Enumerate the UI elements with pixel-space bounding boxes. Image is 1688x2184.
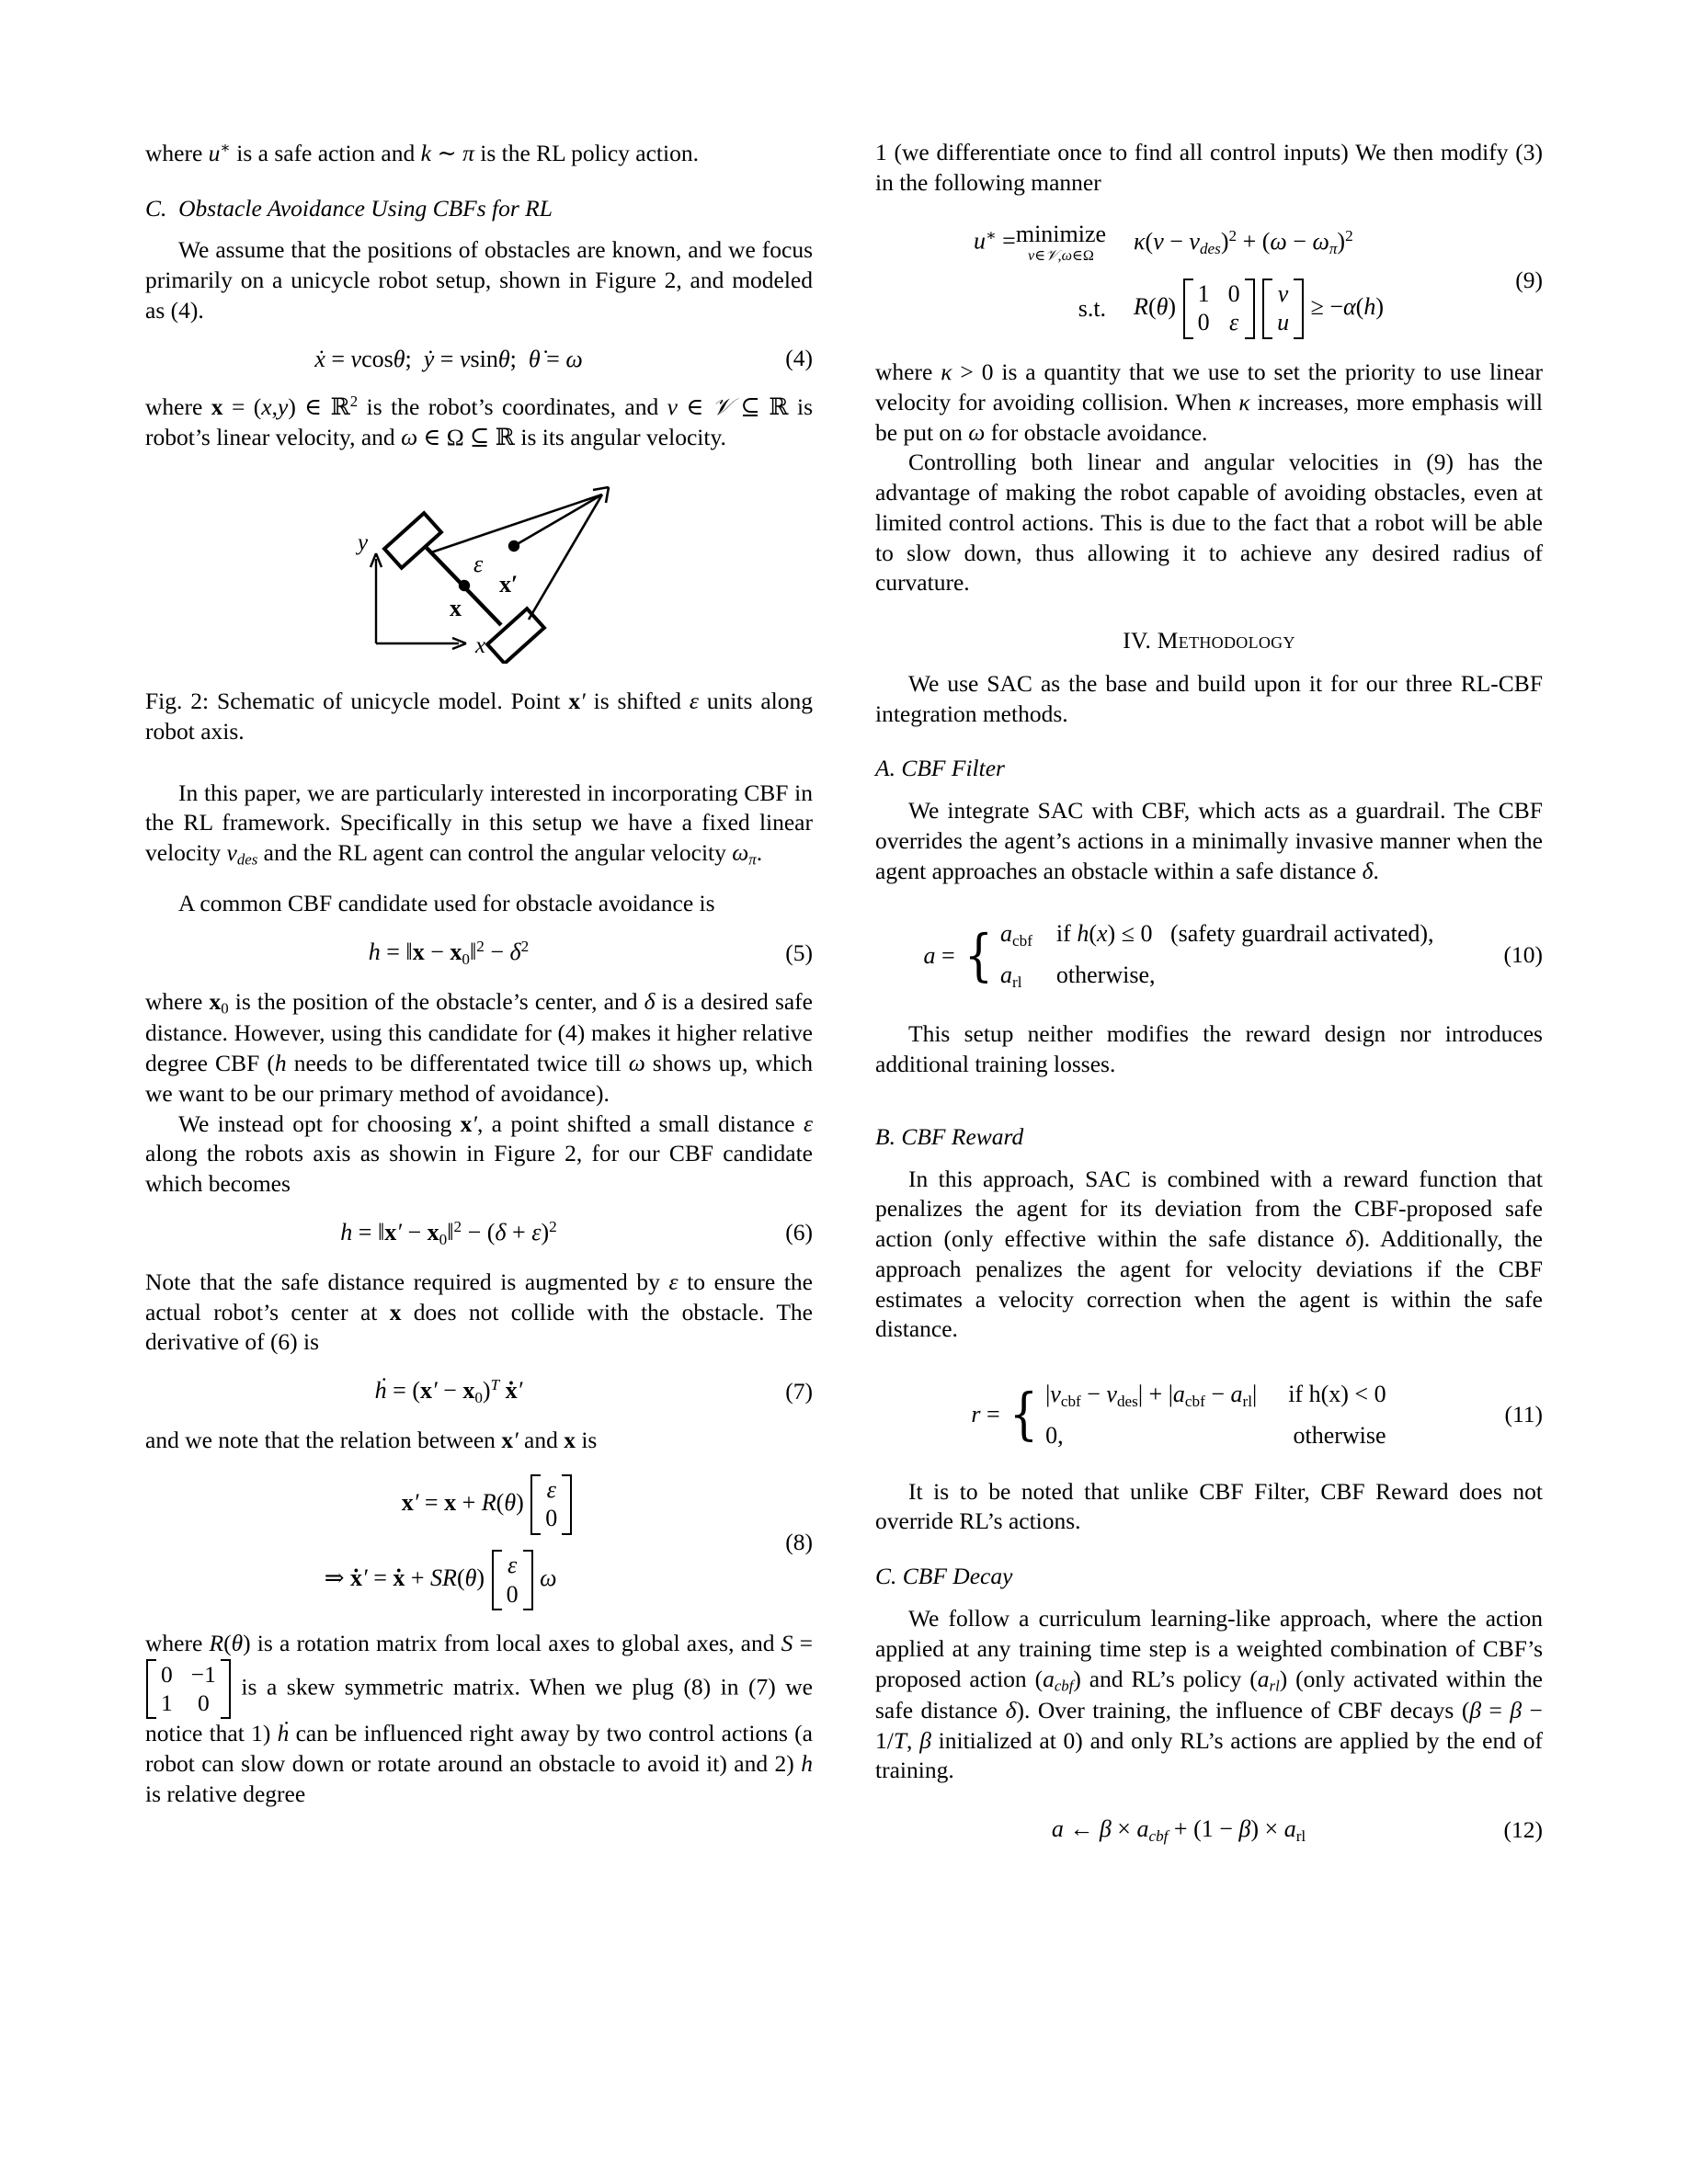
para-cbf-decay-body: We follow a curriculum learning-like approach, where the action applied at any training time step is a weighted combination of CBF’s proposed action $(a_{cbf})$ and RL’s policy $(a_{rl})$ (only activated within the safe distance δ). Over training, the influence of CBF decays (β = β − 1/T, β initialized at 0) and only RL’s actions are applied by the end of training.	[875, 1604, 1544, 1784]
m9-r0c0: 1	[1197, 279, 1210, 307]
figure-label-point-x: x	[450, 595, 462, 622]
para-controlling-velocities: Controlling both linear and angular velocities in (9) has the advantage of making the robot capable of avoiding obstacles, even at limited control actions. This is due to the fact that a robot will be able to slow down, thus allowing it to achieve any desired radius of curvature.	[875, 449, 1543, 597]
equation-7-tag: (7)	[785, 1377, 813, 1405]
left-brace: {	[964, 922, 994, 988]
para-instead-opt-x-prime: We instead opt for choosing x′, a point shifted a small distance ε along the robots axis as showin in Figure 2, for our CBF candidate which becomes	[145, 1109, 813, 1198]
m9b-r1: u	[1277, 309, 1290, 336]
m9-r1c0: 0	[1197, 309, 1210, 336]
equation-12-tag: (12)	[1503, 1815, 1543, 1843]
equation-6-tag: (6)	[785, 1219, 813, 1246]
equation-8	[145, 1474, 813, 1611]
equation-4-body: ẋ = vcosθ; ẏ = vsinθ; θ̇ = ω	[314, 345, 583, 372]
figure-label-point-x-prime: x′	[499, 571, 519, 598]
unicycle-diagram-svg	[295, 480, 663, 664]
equation-9-op: minimize	[1015, 220, 1107, 247]
equation-6	[145, 1217, 813, 1250]
para-where-kappa: where κ > 0 is a quantity that we use to set the priority to use linear velocity for avoiding collision. When κ increases, more emphasis will be put on ω for obstacle avoidance.	[875, 358, 1543, 446]
para-where-safe-action: where u∗ is a safe action and k ∼ π is the RL policy action.	[145, 139, 699, 166]
equation-10-tag: (10)	[1503, 941, 1543, 969]
equation-4-tag: (4)	[785, 344, 813, 371]
heading-cbf-reward: B. CBF Reward	[875, 1122, 1024, 1150]
para-sac-base: We use SAC as the base and build upon it for our three RL-CBF integration methods.	[875, 669, 1543, 727]
equation-9	[875, 222, 1543, 339]
para-where-x0-obstacle: where $x_0$ is the position of the obstacle’s center, and δ is a desired safe distance. However, using this candidate for (4) makes it higher relative degree CBF (h needs to be differentated twice till ω shows up, which we want to be our primary method of avoidance).	[145, 988, 813, 1107]
m9-r0c1: 0	[1227, 279, 1240, 307]
equation-9-tag: (9)	[1515, 266, 1543, 293]
para-setup-neither: This setup neither modifies the reward design nor introduces additional training losses.	[875, 1020, 1543, 1077]
equation-8-line-2: ⇒ ẋ′ = ẋ + SR(θ) ε 0 ω	[325, 1550, 557, 1610]
para-note-safe-distance: Note that the safe distance required is augmented by ε to ensure the actual robot’s center at x does not collide with the obstacle. The derivative of (6) is	[145, 1268, 813, 1356]
point-x-marker	[459, 580, 470, 591]
para-rotation-matrix: where R(θ) is a rotation matrix from local axes to global axes, and S = 0 −1 1 0 is a skew symmetric matrix. When we plug (8) in (7) we notice that 1) ḣ can be influenced right away by two control actions (a robot can slow down or rotate around an obstacle to avoid it) and 2) h is relative degree	[145, 1630, 813, 1807]
matrix-1-0-0-eps	[1183, 279, 1255, 339]
equation-4	[145, 344, 813, 374]
equation-9-op-sub: v∈𝒱,ω∈Ω	[1028, 247, 1094, 264]
section-heading-methodology: IV. Methodology	[1123, 627, 1295, 654]
equation-6-body: h = ‖x′ − $x_0‖^2 - (\delta + \varepsilon)^2$	[340, 1217, 557, 1248]
equation-10-case1-cond: if h(x) ≤ 0 (safety guardrail activated),	[1055, 920, 1434, 948]
equation-9-st-label: s.t.	[1078, 295, 1107, 323]
equation-11-cases	[1006, 1380, 1386, 1450]
left-brace: {	[1009, 1381, 1039, 1447]
heading-obstacle-avoidance: C. Obstacle Avoidance Using CBFs for RL	[145, 194, 553, 222]
equation-10-lhs: a =	[923, 942, 962, 970]
m9b-r0: v	[1277, 279, 1289, 307]
left-column	[145, 138, 813, 1864]
point-x-prime-marker	[508, 540, 519, 552]
figure-label-y: y	[358, 530, 369, 556]
equation-11-case1-cond: if h(x) < 0	[1288, 1381, 1386, 1408]
equation-11-lhs: r =	[971, 1401, 1007, 1428]
two-column-body	[145, 138, 1543, 1864]
matrix-S	[146, 1659, 231, 1719]
figure-2-unicycle-schematic	[145, 480, 813, 672]
equation-10-case2-cond: otherwise,	[1055, 961, 1156, 988]
equation-11	[875, 1380, 1543, 1450]
wheel-front	[384, 513, 441, 568]
matrix-S-r0c1: −1	[190, 1661, 216, 1689]
equation-9-constraint: R(θ) 1 0 0 ε v u ≥ −α(h)	[1134, 279, 1384, 339]
m9-r1c1: ε	[1228, 309, 1239, 336]
para-noted-unlike-filter: It is to be noted that unlike CBF Filter, CBF Reward does not override RL’s actions.	[875, 1477, 1543, 1535]
para-relation-between: and we note that the relation between x′ and x is	[145, 1426, 598, 1453]
figure-label-epsilon: ε	[473, 551, 484, 578]
heading-cbf-decay: C. CBF Decay	[875, 1563, 1013, 1590]
para-assume-positions: We assume that the positions of obstacles are known, and we focus primarily on a unicycle robot setup, shown in Figure 2, and modeled as (4).	[145, 236, 813, 324]
para-interested-incorporating: In this paper, we are particularly interested in incorporating CBF in the RL framework. Specifically in this setup we have a fixed linear velocity $v_{des}$ and the RL agent can control the angular velocity $\omega_\pi$.	[145, 779, 813, 869]
equation-9-objective: $\kappa(v - v_{des})^2 + (\omega - \omega_\pi)^2$	[1134, 227, 1353, 257]
para-cbf-filter-body: We integrate SAC with CBF, which acts as a guardrail. The CBF overrides the agent’s actions in a minimally invasive manner when the agent approaches an obstacle within a safe distance δ.	[875, 797, 1543, 884]
equation-10-cases	[961, 919, 1433, 992]
matrix-epsilon-zero-1: ε 0	[530, 1474, 572, 1535]
heading-cbf-filter: A. CBF Filter	[875, 755, 1005, 782]
matrix-v-u	[1262, 279, 1304, 339]
equation-10-case1-value: $a_{cbf}$	[1000, 920, 1032, 950]
equation-11-case2-value: 0,	[1045, 1421, 1064, 1449]
para-continue-differentiate: 1 (we differentiate once to find all control inputs) We then modify (3) in the following manner	[875, 139, 1543, 196]
para-cbf-reward-body: In this approach, SAC is combined with a reward function that penalizes the agent for its deviation from the CBF-proposed safe action (only effective within the safe distance δ). Additionally, the approach penalizes the agent for velocity deviations if the CBF estimates a velocity correction when the agent is within the safe distance.	[875, 1165, 1543, 1343]
equation-8-tag: (8)	[785, 1528, 813, 1555]
equation-8-line-1: x′ = x + R(θ) ε 0	[402, 1474, 574, 1535]
equation-5-tag: (5)	[785, 938, 813, 966]
matrix-S-r1c0: 1	[161, 1689, 173, 1717]
right-column	[875, 138, 1543, 1864]
equation-10-case2-value: $a_{rl}$	[1000, 961, 1022, 991]
equation-11-case1-value: $|v_{cbf} - v_{des}| + |a_{cbf} - a_{rl}|$	[1045, 1381, 1258, 1410]
equation-9-lhs: u∗ = minimize v∈𝒱,ω∈Ω	[974, 220, 1107, 264]
matrix-S-r0c0: 0	[161, 1661, 173, 1689]
para-common-cbf-candidate: A common CBF candidate used for obstacle avoidance is	[178, 890, 715, 917]
equation-12-body: a ← $\beta \times a_{cbf} + (1 - \beta) \times a_{rl}$	[1051, 1815, 1306, 1845]
equation-5	[145, 937, 813, 970]
equation-11-tag: (11)	[1504, 1400, 1543, 1428]
figure-2-caption: Fig. 2: Schematic of unicycle model. Point x′ is shifted ε units along robot axis.	[145, 688, 814, 745]
equation-7	[145, 1375, 813, 1408]
equation-10	[875, 919, 1543, 992]
equation-5-body: h = ‖x − $x_0‖^2 - \delta^2$	[368, 938, 530, 968]
figure-label-x: x	[475, 633, 486, 659]
equation-9-grid	[974, 222, 1384, 339]
equation-8-lines	[325, 1474, 574, 1611]
equation-11-case2-cond: otherwise	[1293, 1421, 1386, 1449]
para-where-x-coords: where x = (x,y) ∈ ℝ$^2$ is the robot’s coordinates, and v ∈ 𝒱 ⊆ ℝ is robot’s linear velocity, and ω ∈ Ω ⊆ ℝ is its angular velocity.	[145, 392, 813, 451]
equation-7-body: ḣ = $(x' - x_0)^T$ ẋ′	[374, 1376, 523, 1406]
matrix-epsilon-zero-2: ε 0	[492, 1550, 533, 1610]
equation-12	[875, 1814, 1543, 1847]
matrix-S-r1c1: 0	[197, 1689, 210, 1717]
